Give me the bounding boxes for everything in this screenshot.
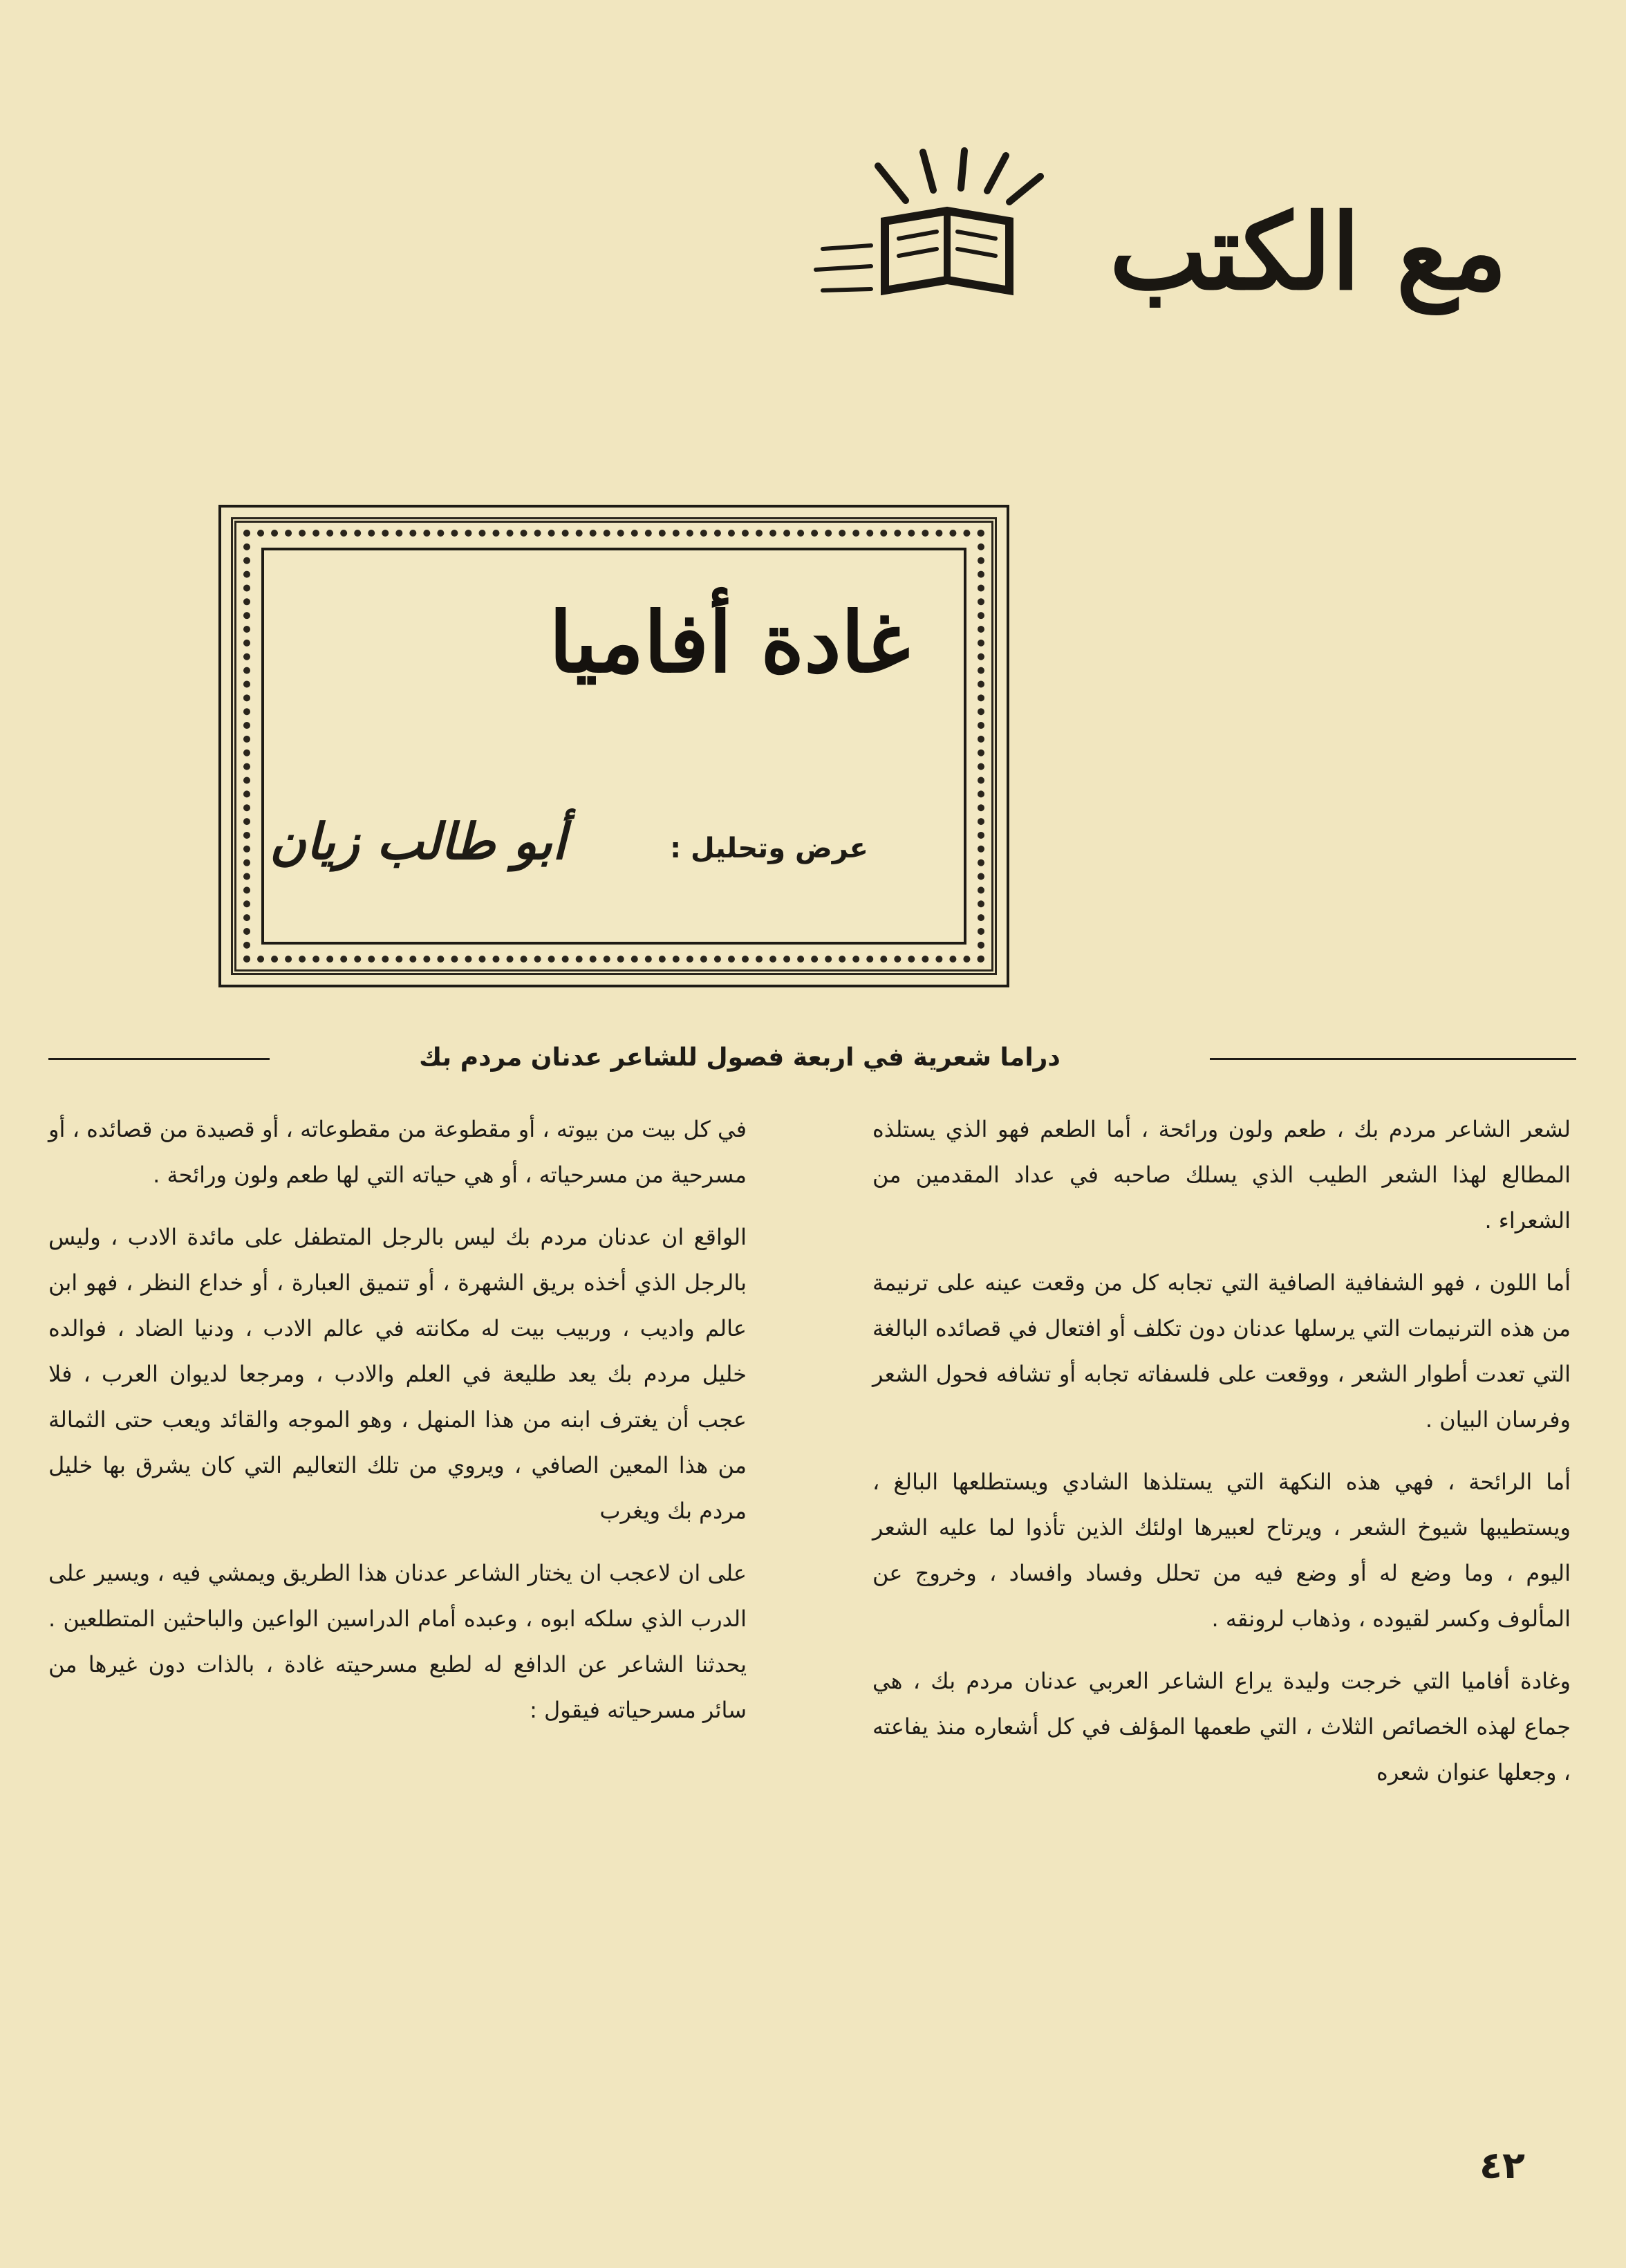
article-title: غادة أفاميا: [549, 594, 910, 691]
paragraph: وغادة أفاميا التي خرجت وليدة يراع الشاعر العربي عدنان مردم بك ، هي جماع لهذه الخصائص الثلاث ، التي طعمها المؤلف في كل أشعاره منذ يفاعته ، وجعلها عنوان شعره: [872, 1668, 1571, 1785]
paragraph: الواقع ان عدنان مردم بك ليس بالرجل المتطفل على مائدة الادب ، وليس بالرجل الذي أخذه بريق الشهرة ، أو تنميق العبارة ، أو خداع النظر ، فهو ابن عالم واديب ، وربيب بيت له مكانته في عالم الادب ، ودنيا الضاد ، فوالده خليل مردم بك يعد طليعة في العلم والادب ، ومرجعا لديوان العرب ، فلا عجب أن يغترف ابنه من هذا المنهل ، وهو الموجه والقائد ويعب حتى الثمالة من هذا المعين الصافي ، ويروي من تلك التعاليم التي كان يشرق بها خليل مردم بك ويغرب: [48, 1224, 747, 1524]
paragraph: في كل بيت من بيوته ، أو مقطوعة من مقطوعاته ، أو قصيدة من قصائده ، أو مسرحية من مسرحياته ، أو هي حياته التي لها طعم ولون ورائحة .: [48, 1116, 747, 1188]
paragraph: على ان لاعجب ان يختار الشاعر عدنان هذا الطريق ويمشي فيه ، ويسير على الدرب الذي سلكه ابوه ، وعبده أمام الدراسين الواعين والباحثين المتطلعين . يحدثنا الشاعر عن الدافع له لطبع مسرحيته غادة ، بالذات دون غيرها من سائر مسرحياته فيقول :: [48, 1560, 747, 1723]
divider: [1210, 1058, 1576, 1060]
paragraph: أما اللون ، فهو الشفافية الصافية التي تجابه كل من وقعت عينه على ترنيمة من هذه الترنيمات التي يرسلها عدنان دون تكلف أو افتعال في قصائده البالغة التي تعدت أطوار الشعر ، ووقعت على فلسفاته تجابه أو تشافه فحول الشعر وفرسان البيان .: [872, 1270, 1571, 1433]
divider: [48, 1058, 270, 1060]
author-name: أبو طالب زيان: [270, 812, 566, 871]
subtitle-row: [48, 1037, 1576, 1079]
paragraph: لشعر الشاعر مردم بك ، طعم ولون ورائحة ، أما الطعم فهو الذي يستلذه المطالع لهذا الشعر الطيب الذي يسلك صاحبه في عداد المقدمين من الشعراء .: [872, 1116, 1571, 1234]
review-label: عرض وتحليل :: [670, 833, 868, 864]
text-column-right: [872, 1106, 1571, 1812]
section-title: مع الكتب: [1109, 192, 1507, 313]
section-header: [802, 145, 1521, 353]
article-title-box: [218, 505, 1009, 987]
article-subtitle: دراما شعرية في اربعة فصول للشاعر عدنان مردم بك: [419, 1043, 1060, 1072]
paragraph: أما الرائحة ، فهي هذه النكهة التي يستلذها الشادي ويستطلعها البالغ ، ويستطيبها شيوخ الشعر ، ويرتاح لعبيرها اولئك الذين تأذوا لما عليه الشعر اليوم ، وما وضع له أو وضع فيه من تحلل وفساد وافساد ، وخروج عن المألوف وكسر لقيوده ، وذهاب لرونقه .: [872, 1469, 1571, 1632]
page-number: ٤٢: [1479, 2144, 1525, 2187]
text-column-left: [48, 1106, 747, 1749]
